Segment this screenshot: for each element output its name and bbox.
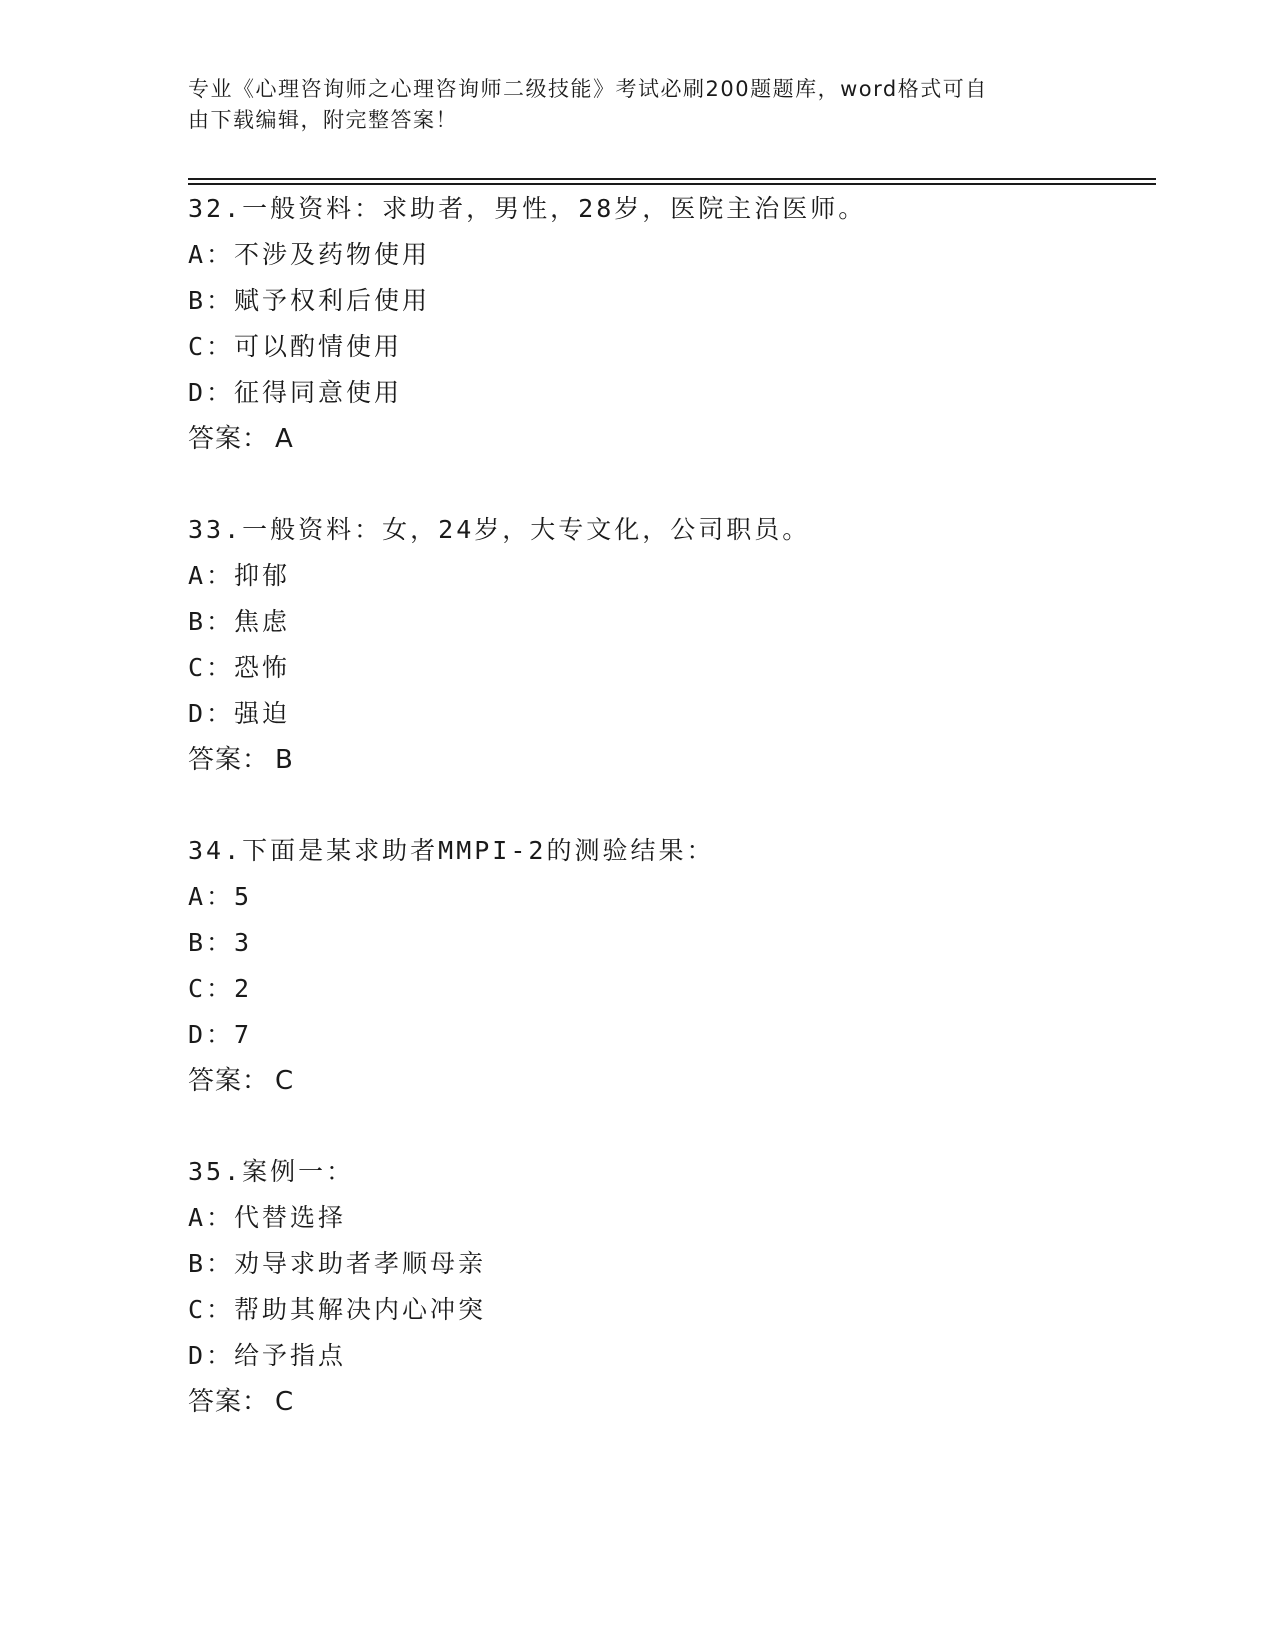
header-divider-bottom [188,183,1156,185]
option-c: C：恐怖 [188,653,291,682]
question-35 [188,1149,1156,1425]
option-b: B：3 [188,928,253,957]
question-33 [188,507,1156,783]
answer-value: C [275,1066,295,1096]
answer-line [188,416,1156,462]
answer-line [188,1379,1156,1425]
option-c: C：2 [188,974,253,1003]
question-stem: 35.案例一： [188,1157,355,1186]
option-b: B：劝导求助者孝顺母亲 [188,1249,487,1278]
header-line-1: 专业《心理咨询师之心理咨询师二级技能》考试必刷200题题库，word格式可自 [188,77,988,101]
option-c: C：帮助其解决内心冲突 [188,1295,487,1324]
answer-value: A [275,424,294,454]
option-a: A：代替选择 [188,1203,347,1232]
option-d: D：7 [188,1020,253,1049]
question-stem: 34.下面是某求助者MMPI-2的测验结果： [188,836,715,865]
question-34 [188,828,1156,1104]
question-32 [188,186,1156,462]
header-line-2: 由下载编辑，附完整答案！ [188,108,458,132]
question-stem: 32.一般资料：求助者，男性，28岁，医院主治医师。 [188,194,867,223]
answer-label: 答案： [188,745,270,775]
answer-value: B [275,745,294,775]
answer-line [188,737,1156,783]
option-c: C：可以酌情使用 [188,332,403,361]
option-b: B：赋予权利后使用 [188,286,431,315]
answer-value: C [275,1387,295,1417]
option-d: D：征得同意使用 [188,378,403,407]
answer-label: 答案： [188,424,270,454]
option-a: A：5 [188,882,253,911]
answer-label: 答案： [188,1066,270,1096]
document-header [188,74,1088,136]
answer-label: 答案： [188,1387,270,1417]
question-stem: 33.一般资料：女，24岁，大专文化，公司职员。 [188,515,811,544]
option-d: D：强迫 [188,699,291,728]
option-d: D：给予指点 [188,1341,347,1370]
option-b: B：焦虑 [188,607,291,636]
answer-line [188,1058,1156,1104]
option-a: A：不涉及药物使用 [188,240,431,269]
header-divider-top [188,178,1156,180]
option-a: A：抑郁 [188,561,291,590]
